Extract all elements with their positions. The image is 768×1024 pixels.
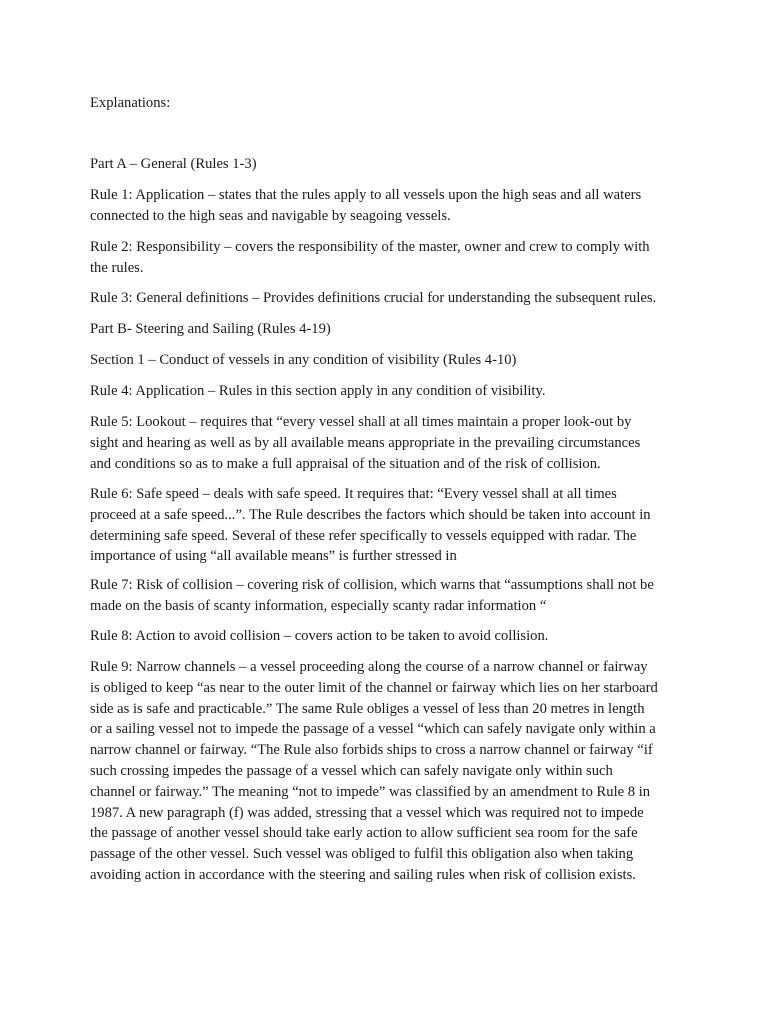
text-line: or a sailing vessel not to impede the passage of a vessel “which can safely navigate only within a <box>90 721 656 738</box>
text-line: Rule 2: Responsibility – covers the responsibility of the master, owner and crew to comply with <box>90 239 650 255</box>
explanations-heading: Explanations: <box>90 95 171 111</box>
paragraph-rule-3 <box>90 288 676 309</box>
text-line: the passage of another vessel should take early action to allow sufficient sea room for the safe <box>90 825 638 842</box>
text-line: Section 1 – Conduct of vessels in any condition of visibility (Rules 4-10) <box>90 352 517 368</box>
paragraph-rule-1 <box>90 185 676 227</box>
text-line: Rule 1: Application – states that the rules apply to all vessels upon the high seas and all waters <box>90 187 642 203</box>
text-line: the rules. <box>90 259 144 276</box>
text-line: proceed at a safe speed...”. The Rule describes the factors which should be taken into account in <box>90 506 651 523</box>
text-line: Rule 4: Application – Rules in this section apply in any condition of visibility. <box>90 383 546 399</box>
text-line: importance of using “all available means” is further stressed in <box>90 548 457 565</box>
paragraph-rule-6 <box>90 484 676 567</box>
paragraph-rule-9 <box>90 657 676 886</box>
text-line: is obliged to keep “as near to the outer limit of the channel or fairway which lies on her starboard <box>90 679 658 696</box>
text-line: Part B- Steering and Sailing (Rules 4-19) <box>90 321 331 337</box>
text-line: Rule 8: Action to avoid collision – covers action to be taken to avoid collision. <box>90 628 549 644</box>
paragraph-rule-7 <box>90 575 676 617</box>
text-line: 1987. A new paragraph (f) was added, stressing that a vessel which was required not to impede <box>90 804 644 821</box>
text-line: made on the basis of scanty information, especially scanty radar information “ <box>90 597 547 614</box>
paragraph-rule-5 <box>90 412 676 474</box>
text-line: sight and hearing as well as by all available means appropriate in the prevailing circumstances <box>90 434 641 451</box>
text-line: Rule 3: General definitions – Provides definitions crucial for understanding the subsequent rules. <box>90 290 657 306</box>
text-line: and conditions so as to make a full appraisal of the situation and of the risk of collision. <box>90 455 601 472</box>
text-line: Rule 7: Risk of collision – covering risk of collision, which warns that “assumptions shall not be <box>90 577 654 593</box>
text-line: side as is safe and practicable.” The same Rule obliges a vessel of less than 20 metres in length <box>90 700 645 717</box>
text-line: connected to the high seas and navigable by seagoing vessels. <box>90 207 451 224</box>
text-line: determining safe speed. Several of these refer specifically to vessels equipped with radar. The <box>90 527 637 544</box>
text-line: such crossing impedes the passage of a vessel which can safely navigate only within such <box>90 762 613 779</box>
paragraph-rule-2 <box>90 237 676 279</box>
text-line: Rule 6: Safe speed – deals with safe speed. It requires that: “Every vessel shall at all times <box>90 486 617 502</box>
paragraph-part-b <box>90 319 676 340</box>
text-line: narrow channel or fairway. “The Rule also forbids ships to cross a narrow channel or fairway “if <box>90 742 653 759</box>
text-line: Part A – General (Rules 1-3) <box>90 156 257 172</box>
text-line: avoiding action in accordance with the steering and sailing rules when risk of collision exists. <box>90 866 636 883</box>
paragraph-rule-8 <box>90 626 676 647</box>
paragraph-section-1 <box>90 350 676 371</box>
text-line: passage of the other vessel. Such vessel was obliged to fulfil this obligation also when taking <box>90 846 634 863</box>
text-line: Rule 9: Narrow channels – a vessel proceeding along the course of a narrow channel or fairway <box>90 659 648 675</box>
paragraph-rule-4 <box>90 381 676 402</box>
text-line: Rule 5: Lookout – requires that “every vessel shall at all times maintain a proper look-out by <box>90 414 632 430</box>
paragraph-part-a <box>90 154 676 175</box>
text-line: channel or fairway.” The meaning “not to impede” was classified by an amendment to Rule 8 in <box>90 783 651 800</box>
